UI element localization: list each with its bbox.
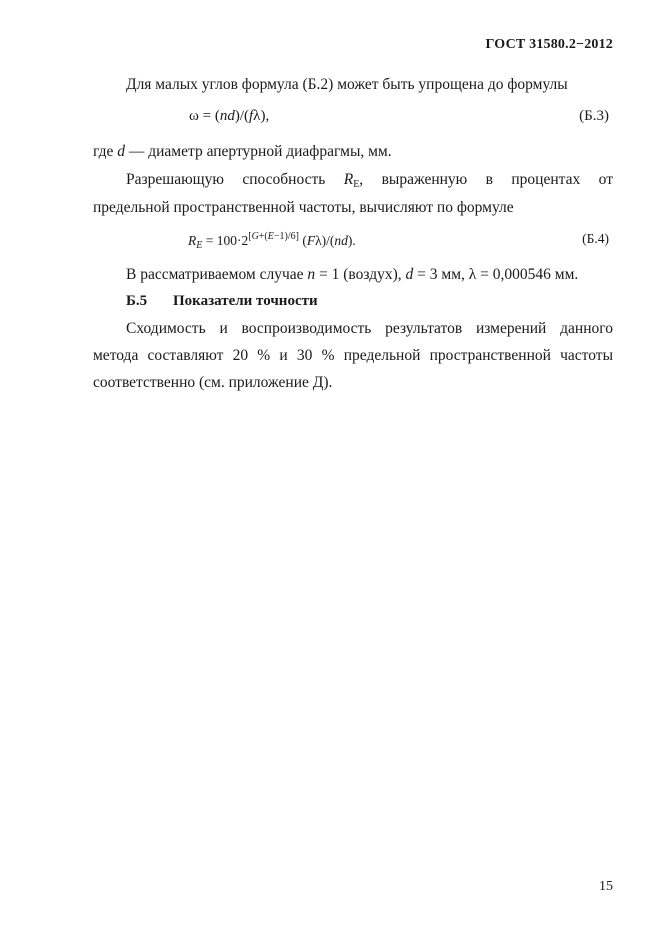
paragraph-case-values: В рассматриваемом случае n = 1 (воздух), d = 3 мм, λ = 0,000546 мм. [126,266,579,283]
formula-b3-number: (Б.3) [579,108,609,124]
paragraph-accuracy-line2: метода составляют 20 % и 30 % предельной пространственной частоты [93,347,613,364]
paragraph-resolution-line1: Разрешающую способность $R_E$, выраженную в процентах от [126,171,613,190]
paragraph-intro: Для малых углов формула (Б.2) может быть упрощена до формулы [126,76,568,93]
paragraph-resolution-line2: предельной пространственной частоты, вычисляют по формуле [93,199,514,216]
section-number: Б.5 [126,293,148,309]
paragraph-where-d-text: где d — диаметр апертурной диафрагмы, мм. [93,143,392,160]
formula-b4-number: (Б.4) [582,231,609,246]
section-title: Показатели точности [173,293,318,309]
paragraph-where-d [0,143,661,161]
formula-b3 [189,108,269,125]
page-number: 15 [599,879,613,894]
paragraph-accuracy-line1: Сходимость и воспроизводимость результатов измерений данного [126,320,613,337]
formula-b3-expression: ω = (nd)/(fλ), [189,108,270,124]
paragraph-accuracy-line3: соответственно (см. приложение Д). [93,374,333,391]
section-heading [126,293,318,310]
formula-b4: $R_E = 100\cdot 2[G+(E-1)/6]$ (Fλ)/(nd). [188,231,356,251]
document-header: ГОСТ 31580.2−2012 [485,37,613,52]
